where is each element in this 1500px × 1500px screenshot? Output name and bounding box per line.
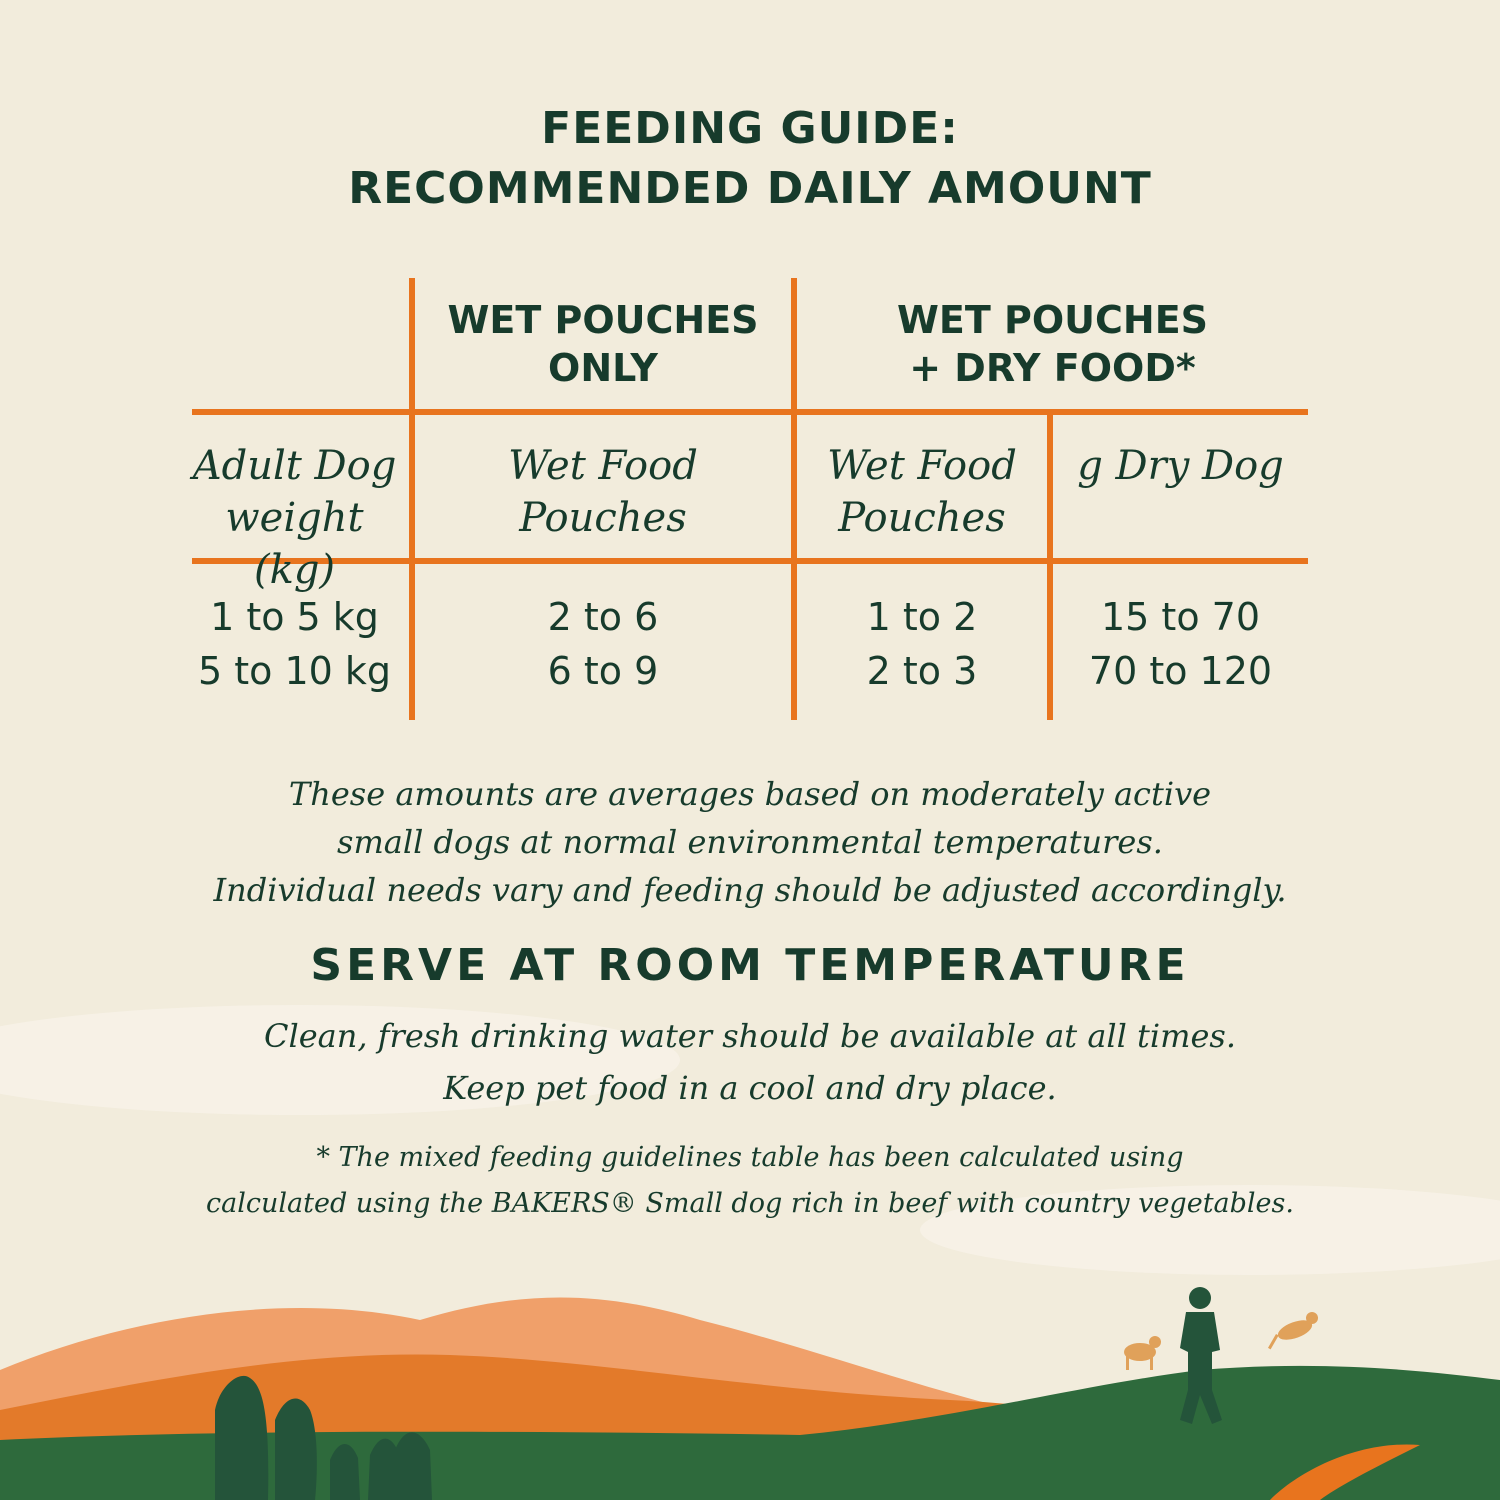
column-header-weight: Adult Dog weight (kg) (192, 443, 397, 593)
column-header-wet-only-pouches: Wet Food Pouches (508, 443, 698, 541)
column-weight-values (180, 590, 409, 698)
serve-heading: SERVE AT ROOM TEMPERATURE (310, 940, 1190, 991)
table-cell: 6 to 9 (547, 649, 659, 693)
table-cell: 5 to 10 kg (197, 649, 392, 693)
table-cell: 15 to 70 (1100, 595, 1260, 639)
header-wet-pouches-only: WET POUCHES ONLY (447, 298, 759, 390)
table-cell: 1 to 2 (866, 595, 978, 639)
table-divider (192, 409, 1308, 415)
footnote: * The mixed feeding guidelines table has been calculated using calculated using the BAKERS® Small dog rich in beef with country vegetables. (206, 1142, 1294, 1219)
column-header-mixed-dry: g Dry Dog (1077, 443, 1284, 489)
dog-right (1268, 1312, 1318, 1349)
water-note: Clean, fresh drinking water should be available at all times. Keep pet food in a cool and dry place. (263, 1017, 1236, 1107)
table-cell: 2 to 3 (866, 649, 978, 693)
table-cell: 2 to 6 (547, 595, 659, 639)
column-mixed-wet-values (797, 590, 1047, 698)
table-cell: 1 to 5 kg (210, 595, 379, 639)
tree (215, 1376, 268, 1500)
table-cell: 70 to 120 (1088, 649, 1273, 693)
column-mixed-dry-values (1053, 590, 1308, 698)
header-wet-plus-dry: WET POUCHES + DRY FOOD* (896, 298, 1209, 390)
column-wet-only-values (415, 590, 791, 698)
dog-left (1124, 1336, 1161, 1370)
tree (275, 1399, 317, 1500)
averages-note: These amounts are averages based on moderately active small dogs at normal environmental temperatures. Individual needs vary and feeding should be adjusted accordingly. (213, 775, 1287, 909)
title-line-1: FEEDING GUIDE: (541, 103, 959, 154)
column-header-mixed-pouches: Wet Food Pouches (827, 443, 1017, 541)
title-line-2: RECOMMENDED DAILY AMOUNT (348, 163, 1152, 214)
